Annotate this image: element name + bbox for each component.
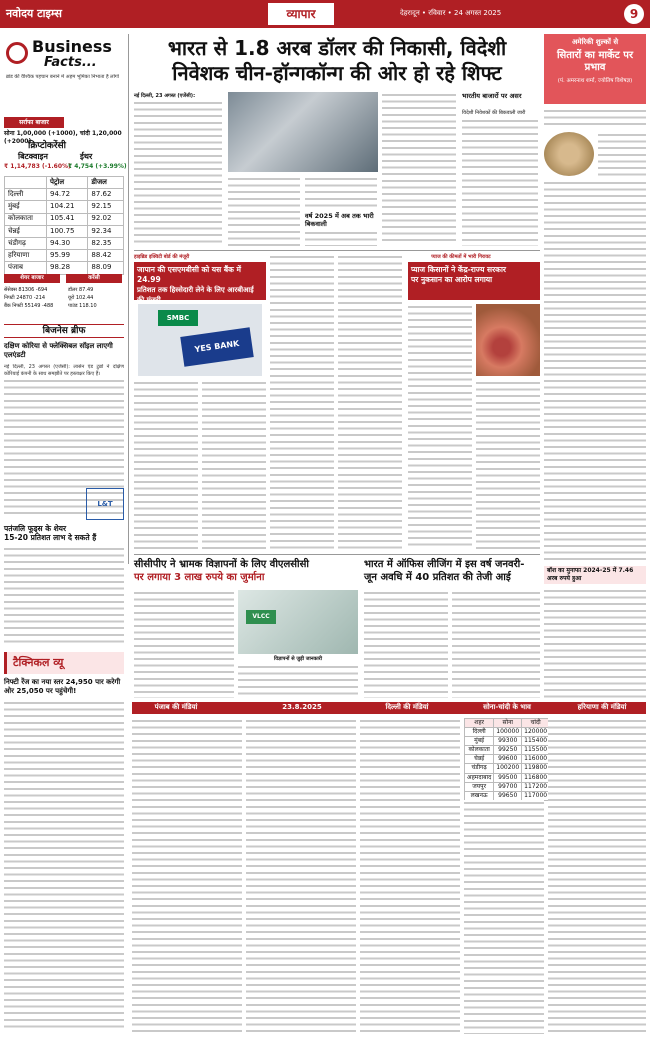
list-item: निफ्टी 24870 -214 (4, 295, 46, 301)
onion-headline-box (408, 262, 540, 300)
table-cell: 94.30 (47, 237, 88, 249)
currency-list (68, 286, 124, 310)
punjab-markets-title: पंजाब की मंडियां (154, 703, 198, 711)
facts-logo-icon (6, 42, 28, 64)
sidebar-subhead: विदेशी निवेशकों की बिकवाली जारी (462, 110, 526, 116)
leasing-headline (364, 558, 540, 584)
table-cell: 105.41 (47, 213, 88, 225)
table-cell: 104.21 (47, 201, 88, 213)
smbc-logo: SMBC (158, 310, 198, 326)
astro-text-1 (544, 108, 646, 128)
bullion-notes (464, 800, 544, 1034)
export-text (544, 588, 646, 700)
table-cell: 99650 (494, 791, 522, 800)
table-cell: चंडीगढ़ (465, 764, 494, 773)
table-cell: हरियाणा (5, 250, 47, 262)
table-cell: 120000 (522, 728, 550, 737)
brief-headline: दक्षिण कोरिया से फ्लेक्सिबल सॉइल लाएगी एलएंडटी (4, 342, 113, 359)
column-divider (128, 34, 129, 564)
business-facts-box (4, 34, 124, 114)
column-title: सितारों का मार्केट पर प्रभाव (556, 50, 634, 73)
yes-bank-headline-box (134, 262, 266, 304)
patanjali-headline (4, 524, 144, 542)
gold-rate: सोना 1,00,000 (+1000), चांदी 1,20,000 (+2000) (4, 130, 122, 146)
table-cell: 95.99 (47, 250, 88, 262)
table-row (5, 177, 124, 189)
table-cell: 115500 (522, 746, 550, 755)
headline-line: जून अवधि में 40 प्रतिशत की तेजी आई (364, 572, 511, 583)
bitcoin-value: ₹ 1,14,783 (-1.60%) (4, 163, 71, 170)
table-cell: जयपुर (465, 782, 494, 791)
table-cell: 88.42 (88, 250, 124, 262)
table-row (5, 189, 124, 201)
table-header-cell: शहर (465, 719, 494, 728)
table-cell: 100000 (494, 728, 522, 737)
table-row (465, 719, 550, 728)
table-cell: चंडीगढ़ (5, 237, 47, 249)
punjab-markets-list (132, 718, 242, 1034)
table-cell: 87.62 (88, 189, 124, 201)
stock-index-list (4, 286, 64, 310)
yes-bank-col-1 (134, 380, 198, 550)
lead-column-3b (305, 230, 377, 246)
currency-label: करेंसी (66, 274, 122, 283)
table-cell: कोलकाता (465, 746, 494, 755)
brief-logo-image: L&T (86, 488, 124, 520)
stock-index-label: शेयर बाजार (4, 274, 60, 283)
yes-bank-headline-line2: प्रतिशत तक हिस्सेदारी लेने के लिए आरबीआई की मंजूरी (137, 286, 254, 304)
table-row (5, 237, 124, 249)
table-cell: चेन्नई (5, 225, 47, 237)
vlcc-logo: VLCC (246, 610, 276, 624)
lead-column-2 (228, 176, 300, 246)
onion-photo (476, 304, 540, 376)
list-item: बैंक निफ्टी 55149 -488 (4, 303, 54, 309)
lead-subhead: वर्ष 2025 में अब तक भारी बिकवाली (305, 212, 374, 228)
onion-col-2 (476, 380, 540, 550)
table-cell: 94.72 (47, 189, 88, 201)
lead-column-4 (382, 92, 456, 246)
table-row (465, 755, 550, 764)
column-label-box (544, 34, 646, 104)
table-row (5, 262, 124, 274)
technical-view-banner (4, 652, 124, 674)
table-cell: दिल्ली (465, 728, 494, 737)
markets-date-list (246, 718, 356, 1034)
sidebar-text (462, 118, 538, 246)
yes-bank-col-2 (202, 380, 266, 550)
crypto-label: क्रिप्टोकरेंसी (28, 141, 66, 151)
leasing-col-2 (452, 590, 540, 698)
headline-line: पर लगाया 3 लाख रुपये का जुर्माना (134, 572, 265, 583)
yes-bank-logo: YES BANK (180, 327, 253, 366)
masthead-title: नवोदय टाइम्स (6, 7, 62, 20)
table-cell: 117000 (522, 791, 550, 800)
export-headline: बॉश का मुनाफा 2024-25 में 7.46 अरब रुपये हुआ (547, 567, 634, 582)
table-row (465, 791, 550, 800)
list-item: पाउंड 118.10 (68, 303, 97, 309)
vlcc-photo (238, 590, 358, 654)
patanjali-text-block (4, 546, 124, 646)
sidebar-headline: भारतीय बाजारों पर असर (462, 92, 522, 100)
headline-line: भारत से 1.8 अरब डॉलर की निकासी, विदेशी (167, 36, 507, 60)
delhi-markets-title: दिल्ली की मंडियां (385, 703, 429, 711)
table-cell: 88.09 (88, 262, 124, 274)
table-cell: 100200 (494, 764, 522, 773)
haryana-markets-title: हरियाणा की मंडियां (577, 703, 627, 711)
business-brief-label: बिजनेस ब्रीफ (42, 326, 86, 336)
onion-col-1 (408, 304, 472, 550)
markets-header-bar (132, 702, 646, 714)
table-row (5, 201, 124, 213)
lead-column-3 (305, 176, 377, 210)
astro-text-2 (598, 132, 646, 176)
yes-bank-logo-image (138, 304, 262, 376)
table-header-cell (5, 177, 47, 189)
business-brief-banner (4, 324, 124, 338)
onion-headline-line1: प्याज किसानों ने केंद्र-राज्य सरकार (411, 265, 506, 274)
table-header-cell: सोना (494, 719, 522, 728)
vlcc-col-2 (238, 664, 358, 698)
table-cell: 99500 (494, 773, 522, 782)
facts-subtitle: Facts... (44, 55, 97, 70)
onion-headline-line2: पर नुकसान का आरोप लगाया (411, 275, 493, 284)
table-row (465, 773, 550, 782)
table-cell: 116000 (522, 755, 550, 764)
technical-headline: निफ्टी रेंज का नया स्तर 24,950 पार करेगी ओर 25,050 पर पहुंचेगी! (4, 678, 121, 695)
table-header-cell: डीजल (88, 177, 124, 189)
table-cell: 82.35 (88, 237, 124, 249)
table-cell: अहमदाबाद (465, 773, 494, 782)
table-cell: पंजाब (5, 262, 47, 274)
headline-line: निवेशक चीन-हॉन्गकॉन्ग की ओर हो रहे शिफ्ट (172, 61, 502, 85)
astro-photo (544, 132, 594, 176)
fuel-price-table (4, 176, 124, 275)
leasing-col-1 (364, 590, 448, 698)
headline-line: भारत में ऑफिस लीजिंग में इस वर्ष जनवरी- (364, 559, 525, 570)
ether-value: ₹ 4,754 (+3.99%) (68, 163, 127, 170)
masthead-bar (0, 0, 650, 28)
bullion-table (464, 718, 550, 801)
table-cell: लखनऊ (465, 791, 494, 800)
vlcc-headline (134, 558, 360, 584)
vlcc-col-1 (134, 590, 234, 698)
headline-line: सीसीपीए ने भ्रामक विज्ञापनों के लिए वीएलसीसी (134, 559, 309, 570)
technical-view-label: टैक्निकल व्यू (13, 656, 64, 669)
facts-tagline: ब्रांड की वैश्विक पहचान बनाने में अहम भूमिका निभाता है लोगो (6, 74, 119, 80)
delhi-markets-list (360, 718, 460, 1034)
section-rule (134, 554, 540, 555)
table-row (5, 213, 124, 225)
lead-continuation-2 (338, 254, 402, 550)
table-cell: 115400 (522, 737, 550, 746)
bullion-title: सोना-चांदी के भाव (483, 703, 531, 711)
table-cell: 116800 (522, 773, 550, 782)
list-item: सेंसेक्स 81306 -694 (4, 287, 48, 293)
headline-line: पतंजलि फूड्स के शेयर (4, 524, 67, 533)
table-row (465, 782, 550, 791)
section-rule (134, 250, 540, 251)
table-cell: 99300 (494, 737, 522, 746)
table-cell: 92.02 (88, 213, 124, 225)
table-row (465, 737, 550, 746)
list-item: यूरो 102.44 (68, 295, 94, 301)
column-byline: (पं. अमरनाथ शर्मा, ज्योतिष विशेषज्ञ) (557, 78, 633, 84)
dateline: देहरादून • रविवार • 24 अगस्त 2025 (400, 9, 502, 17)
table-cell: 99250 (494, 746, 522, 755)
table-cell: 119800 (522, 764, 550, 773)
onion-kicker: प्याज की कीमतों में भारी गिरावट (431, 254, 491, 260)
section-label: व्यापार (268, 3, 334, 25)
table-cell: 98.28 (47, 262, 88, 274)
table-cell: दिल्ली (5, 189, 47, 201)
lead-chart-photo (228, 92, 378, 172)
ether-label: ईथर (80, 152, 93, 161)
table-row (465, 746, 550, 755)
table-header-cell: चांदी (522, 719, 550, 728)
bitcoin-label: बिटक्वाइन (18, 152, 48, 161)
table-cell: 99700 (494, 782, 522, 791)
astro-text-3 (544, 180, 646, 564)
table-row (465, 728, 550, 737)
brief-body: नई दिल्ली, 23 अगस्त (एजेंसी): लार्सन एंड टुब्रो ने दक्षिण कोरियाई कंपनी के साथ समझौते पर हस्ताक्षर किए हैं। (4, 364, 124, 376)
facts-title: Business (32, 37, 112, 56)
yes-bank-kicker: हाइब्रिड इक्विटी बोर्ड की मंजूरी (134, 254, 190, 260)
lead-continuation-1 (270, 254, 334, 550)
list-item: डॉलर 87.49 (68, 287, 94, 293)
table-cell: मुंबई (465, 737, 494, 746)
table-cell: कोलकाता (5, 213, 47, 225)
lead-headline (134, 36, 540, 86)
table-cell: 92.34 (88, 225, 124, 237)
table-header-cell: पेट्रोल (47, 177, 88, 189)
markets-date: 23.8.2025 (282, 703, 322, 711)
table-row (5, 225, 124, 237)
lead-column-1 (134, 100, 222, 246)
column-label: अमेरिकी शुल्कों से (571, 38, 619, 46)
sarafa-label: सर्राफा बाजार (4, 117, 64, 128)
table-cell: चेन्नई (465, 755, 494, 764)
haryana-markets-list (548, 718, 646, 1034)
headline-line: 15-20 प्रतिशत लाभ दे सकते हैं (4, 533, 97, 542)
page-number: 9 (624, 4, 644, 24)
yes-bank-headline-line1: जापान की एसएमबीसी को यस बैंक में 24.99 (137, 265, 241, 284)
table-row (5, 250, 124, 262)
technical-text-block (4, 700, 124, 1030)
table-cell: 99600 (494, 755, 522, 764)
lead-dateline: नई दिल्ली, 23 अगस्त (एजेंसी): (134, 93, 196, 99)
export-headline-box (544, 566, 646, 584)
table-cell: 117200 (522, 782, 550, 791)
table-cell: 100.75 (47, 225, 88, 237)
table-row (465, 764, 550, 773)
table-cell: 92.15 (88, 201, 124, 213)
vlcc-photo-caption: विज्ञापनों से जुड़ी जानकारी (273, 656, 323, 662)
table-cell: मुंबई (5, 201, 47, 213)
